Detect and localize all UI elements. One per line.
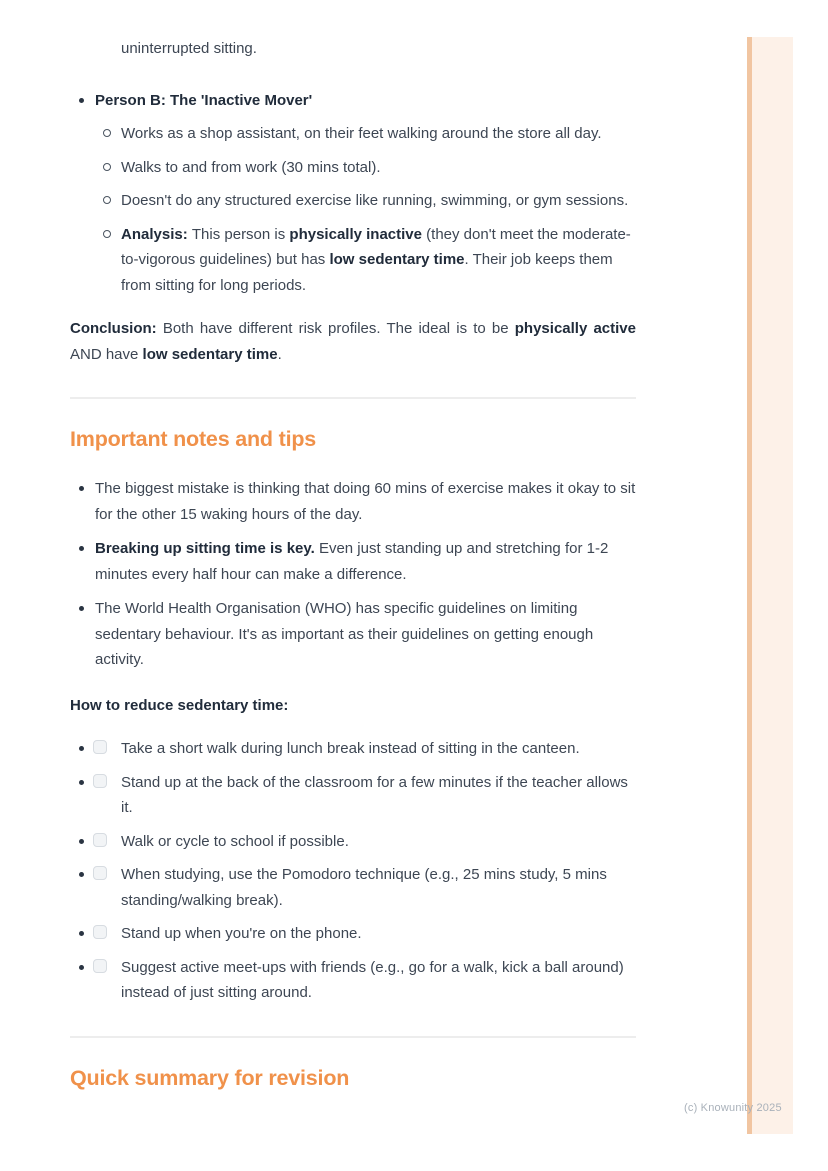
bullet-icon — [79, 839, 84, 844]
person-b-title: Person B: The 'Inactive Mover' — [95, 91, 313, 109]
checklist-item-label: Take a short walk during lunch break instead of sitting in the canteen. — [121, 740, 580, 757]
checklist-item — [70, 862, 636, 913]
circle-bullet-icon — [103, 196, 111, 204]
notes-list — [70, 476, 636, 673]
stripe-accent-line — [747, 37, 752, 1134]
list-item — [70, 188, 636, 214]
checklist-item — [70, 829, 636, 855]
section-heading-notes: Important notes and tips — [70, 427, 317, 451]
bullet-icon — [79, 931, 84, 936]
person-b-sublist — [70, 121, 636, 298]
checkbox[interactable] — [93, 774, 107, 788]
checklist-item — [70, 921, 636, 947]
bullet-icon — [79, 98, 84, 103]
bullet-icon — [79, 606, 84, 611]
bullet-icon — [79, 746, 84, 751]
list-item — [70, 596, 636, 673]
subheading-reduce-sedentary: How to reduce sedentary time: — [70, 696, 289, 714]
checklist-item-label: Walk or cycle to school if possible. — [121, 832, 349, 850]
list-item-text: Doesn't do any structured exercise like running, swimming, or gym sessions. — [121, 192, 629, 209]
paragraph-continuation: uninterrupted sitting. — [121, 40, 257, 57]
bullet-icon — [79, 780, 84, 785]
checkbox[interactable] — [93, 833, 107, 847]
checklist-item-label: Stand up when you're on the phone. — [121, 925, 362, 942]
checklist-item-label: Stand up at the back of the classroom for a few minutes if the teacher allows it. — [121, 773, 628, 816]
conclusion-paragraph: Conclusion: Both have different risk profiles. The ideal is to be physically active AND have low sedentary time. — [70, 320, 636, 363]
list-item-text: The World Health Organisation (WHO) has specific guidelines on limiting sedentary behaviour. It's as important as their guidelines on getting enough activity. — [95, 600, 594, 668]
document-body — [70, 36, 636, 1090]
right-margin-stripe — [747, 37, 793, 1134]
bullet-icon — [79, 872, 84, 877]
bullet-icon — [79, 546, 84, 551]
checklist-item — [70, 955, 636, 1006]
bullet-icon — [79, 486, 84, 491]
copyright-footer: (c) Knowunity 2025 — [684, 1102, 782, 1114]
analysis-text: Analysis: This person is physically inactive (they don't meet the moderate-to-vigorous guidelines) but has low sedentary time. Their job keeps them from sitting for long periods. — [121, 225, 631, 294]
list-item-text: Walks to and from work (30 mins total). — [121, 158, 381, 176]
person-b-list — [70, 88, 636, 114]
list-item-text: Breaking up sitting time is key. Even just standing up and stretching for 1-2 minutes every half hour can make a difference. — [95, 540, 609, 583]
list-item — [70, 222, 636, 299]
checkbox[interactable] — [93, 866, 107, 880]
checklist-item-label: Suggest active meet-ups with friends (e.g., go for a walk, kick a ball around) instead of just sitting around. — [121, 958, 624, 1001]
list-item — [70, 536, 636, 587]
list-item — [70, 476, 636, 527]
divider — [70, 397, 636, 399]
list-item-text: Works as a shop assistant, on their feet walking around the store all day. — [121, 125, 602, 142]
section-heading-summary: Quick summary for revision — [70, 1065, 350, 1090]
divider — [70, 1036, 636, 1038]
list-item — [70, 155, 636, 181]
circle-bullet-icon — [103, 163, 111, 171]
list-item — [70, 121, 636, 147]
sedentary-checklist — [70, 736, 636, 1006]
checklist-item — [70, 770, 636, 821]
list-item-text: The biggest mistake is thinking that doing 60 mins of exercise makes it okay to sit for the other 15 waking hours of the day. — [95, 480, 636, 523]
checkbox[interactable] — [93, 740, 107, 754]
list-item — [70, 88, 636, 114]
checklist-item — [70, 736, 636, 762]
checkbox[interactable] — [93, 925, 107, 939]
circle-bullet-icon — [103, 129, 111, 137]
checkbox[interactable] — [93, 959, 107, 973]
checklist-item-label: When studying, use the Pomodoro technique (e.g., 25 mins study, 5 mins standing/walking break). — [121, 866, 607, 909]
bullet-icon — [79, 965, 84, 970]
circle-bullet-icon — [103, 230, 111, 238]
